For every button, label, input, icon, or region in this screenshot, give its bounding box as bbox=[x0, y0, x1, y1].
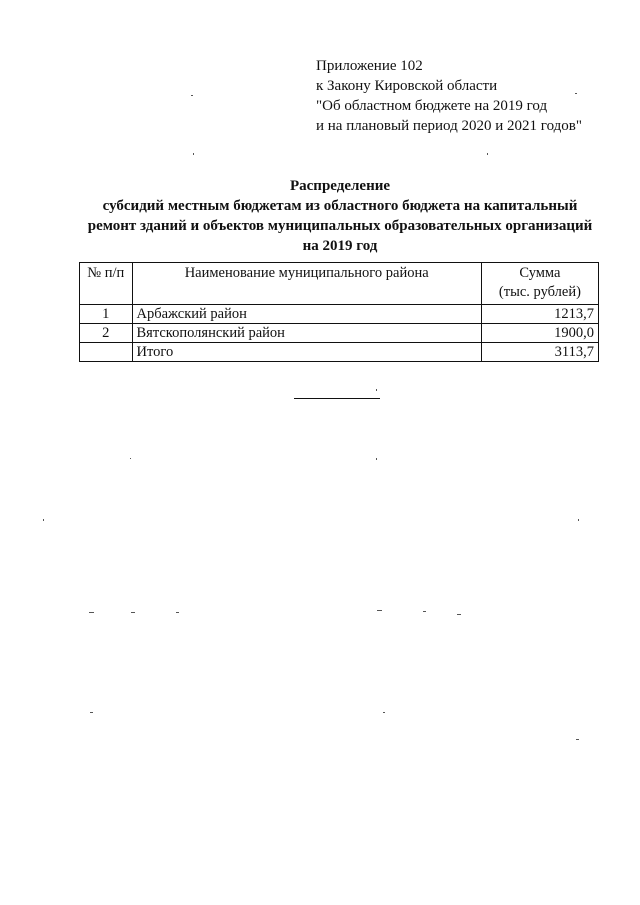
scan-speck bbox=[376, 389, 377, 391]
appendix-header bbox=[316, 56, 616, 136]
header-name: Наименование муниципального района bbox=[132, 263, 481, 305]
scan-speck bbox=[576, 739, 579, 740]
scan-speck bbox=[43, 519, 44, 521]
scan-speck bbox=[130, 458, 131, 459]
cell-sum: 1213,7 bbox=[481, 305, 598, 324]
header-sum bbox=[481, 263, 598, 305]
header-num: № п/п bbox=[80, 263, 133, 305]
scan-speck bbox=[383, 712, 385, 713]
scan-speck bbox=[176, 612, 179, 613]
cell-num: 1 bbox=[80, 305, 133, 324]
scan-speck bbox=[423, 611, 426, 612]
title-line: субсидий местным бюджетам из областного бюджета на капитальный bbox=[102, 198, 578, 214]
document-title bbox=[60, 176, 620, 256]
cell-num: 2 bbox=[80, 324, 133, 343]
scan-speck bbox=[90, 712, 93, 713]
table-row bbox=[80, 305, 599, 324]
scan-speck bbox=[457, 614, 461, 615]
scan-speck bbox=[191, 95, 193, 96]
table-row bbox=[80, 324, 599, 343]
header-sum-line1: Сумма bbox=[519, 265, 561, 281]
cell-sum-total: 3113,7 bbox=[481, 343, 598, 362]
table-header-row bbox=[80, 263, 599, 305]
appendix-line: и на плановый период 2020 и 2021 годов" bbox=[316, 118, 582, 134]
cell-sum: 1900,0 bbox=[481, 324, 598, 343]
scan-speck bbox=[575, 93, 577, 94]
header-sum-line2: (тыс. рублей) bbox=[498, 284, 581, 300]
scan-speck bbox=[193, 153, 194, 155]
cell-name-total: Итого bbox=[132, 343, 481, 362]
scan-speck bbox=[377, 610, 382, 611]
scan-speck bbox=[578, 519, 579, 521]
end-rule bbox=[294, 398, 380, 399]
cell-name: Вятскополянский район bbox=[132, 324, 481, 343]
scan-speck bbox=[487, 153, 488, 155]
table-total-row bbox=[80, 343, 599, 362]
appendix-line: "Об областном бюджете на 2019 год bbox=[316, 98, 548, 114]
cell-num bbox=[80, 343, 133, 362]
scan-speck bbox=[131, 612, 135, 613]
subsidy-table bbox=[79, 262, 599, 362]
cell-name: Арбажский район bbox=[132, 305, 481, 324]
appendix-line: к Закону Кировской области bbox=[316, 78, 498, 94]
appendix-line: Приложение 102 bbox=[316, 58, 423, 74]
scan-speck bbox=[89, 612, 94, 613]
scan-speck bbox=[376, 458, 377, 460]
title-line: Распределение bbox=[289, 178, 391, 194]
title-line: на 2019 год bbox=[302, 238, 378, 254]
title-line: ремонт зданий и объектов муниципальных образовательных организаций bbox=[87, 218, 593, 234]
